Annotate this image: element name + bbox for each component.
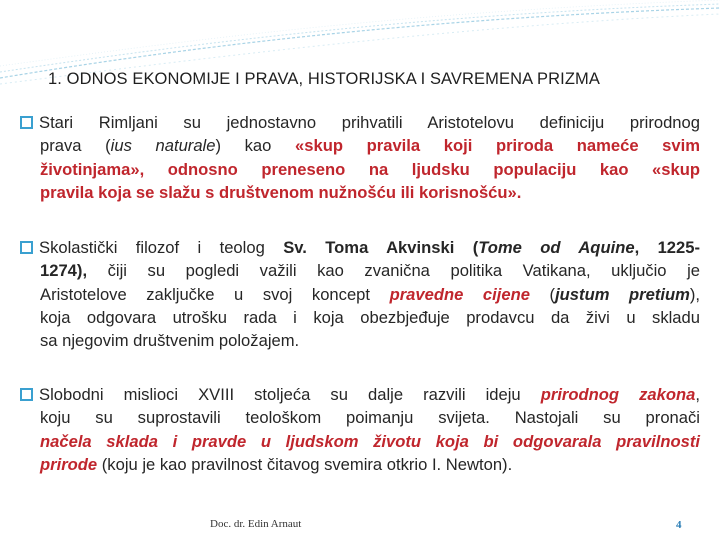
- text-segment: Stari Rimljani su jednostavno prihvatili Aristotelovu definiciju prirodnog: [39, 113, 700, 132]
- square-bullet-icon: [20, 116, 33, 129]
- text-line: [20, 406, 700, 429]
- text-line: [20, 306, 700, 329]
- text-segment: 1274),: [40, 261, 88, 281]
- text-segment: , 1225-: [634, 238, 701, 257]
- text-segment: (: [454, 238, 479, 257]
- square-bullet-icon: [20, 241, 33, 254]
- text-segment: koju su suprostavili teološkom poimanju svijeta. Nastojali su pronači: [40, 408, 700, 428]
- text-segment: ),: [689, 284, 700, 304]
- footer-author: Doc. dr. Edin Arnaut: [210, 518, 302, 530]
- text-line: [20, 259, 700, 282]
- text-segment: koja odgovara utrošku rada i koja obezbjeđuje prodavcu da živi u skladu: [40, 307, 700, 327]
- text-line: [20, 236, 700, 259]
- text-segment: Slobodni mislioci XVIII stoljeća su dalje razvili ideju: [39, 385, 541, 404]
- text-segment: prirode: [40, 454, 98, 474]
- paragraph-aquinas: [20, 236, 700, 352]
- text-segment: čiji su pogledi važili kao zvanična politika Vatikana, uključio je: [87, 261, 700, 281]
- slide-title: 1. ODNOS EKONOMIJE I PRAVA, HISTORIJSKA I SAVREMENA PRIZMA: [48, 70, 600, 88]
- text-segment: Skolastički filozof i teolog: [39, 238, 284, 257]
- text-segment: prirodnog zakona: [540, 385, 696, 404]
- text-line: [20, 383, 700, 406]
- text-segment: Sv. Toma Akvinski: [283, 238, 455, 257]
- text-segment: načela sklada i pravde u ljudskom životu koja bi odgovarala pravilnosti: [40, 431, 700, 451]
- text-segment: ius naturale: [110, 136, 216, 156]
- paragraph-enlightenment: [20, 383, 700, 476]
- text-line: [20, 329, 700, 352]
- text-segment: sa njegovim društvenim položajem.: [40, 331, 300, 351]
- text-line: [20, 283, 700, 306]
- text-line: [20, 158, 700, 181]
- text-segment: pravila koja se slažu s društvenom nužnošću ili korisnošću».: [40, 182, 522, 202]
- text-line: [20, 181, 700, 204]
- text-segment: prava (: [40, 136, 111, 156]
- paragraph-roman-law: [20, 111, 700, 204]
- text-segment: Tome od Aquine: [478, 238, 635, 257]
- page-number: 4: [676, 519, 682, 531]
- text-segment: (: [529, 284, 556, 304]
- text-line: [20, 111, 700, 134]
- text-segment: ,: [695, 385, 700, 404]
- text-segment: ) kao: [215, 136, 296, 156]
- text-segment: justum pretium: [555, 284, 690, 304]
- text-line: [20, 453, 700, 476]
- text-segment: (koju je kao pravilnost čitavog svemira otkrio I. Newton).: [97, 454, 513, 474]
- text-segment: pravedne cijene: [389, 284, 530, 304]
- text-line: [20, 430, 700, 453]
- text-segment: životinjama», odnosno preneseno na ljudsku populaciju kao «skup: [40, 159, 700, 179]
- square-bullet-icon: [20, 388, 33, 401]
- text-segment: «skup pravila koji priroda nameće svim: [295, 136, 700, 156]
- text-line: [20, 134, 700, 157]
- text-segment: Aristotelove zaključke u svoj koncept: [40, 284, 390, 304]
